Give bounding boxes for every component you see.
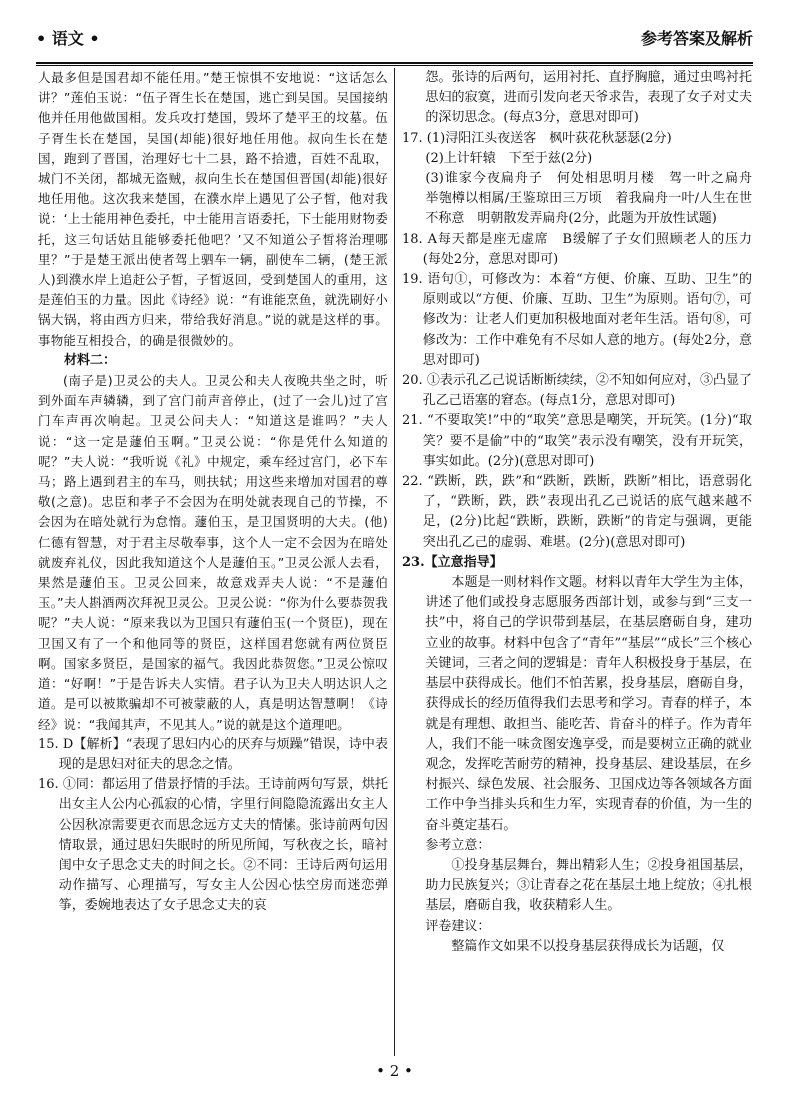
answer-17-3: (3)谁家今夜扁舟子 何处相思明月楼 驾一叶之扁舟 举匏樽以相属/王鉴琼田三万顷 着我扁舟一叶/人生在世不称意 明朝散发弄扁舟(2分，此题为开放性试题): [425, 171, 766, 227]
answer-23-guidance: 本题是一则材料作文题。材料以青年大学生为主体，讲述了他们或投身志愿服务西部计划，或参与到“三支一扶”中，将自己的学识带到基层，在基层磨砺自身，建功立业的故事。材料中包含了“青年”“基层”“成长”三个核心关键词，三者之间的逻辑是：青年人积极投身于基层，在基层中获得成长。他们不怕苦累，投身基层，磨砺自身，获得成长的经历值得我们去思考和学习。青春的样子，本就是有理想、敢担当、能吃苦、肯奋斗的样子。作为青年人，我们不能一味贪图安逸享受，而是要树立正确的就业观念，发挥吃苦耐劳的精神，投身基层、建设基层，在乡村振兴、绿色发展、社会服务、卫国戍边等各领域各方面工作中争当排头兵和生力军，实现青春的价值，为一生的奋斗奠定基石。: [425, 575, 752, 833]
answer-18: 18. A每天都是座无虚席 B缓解了子女们照顾老人的压力 (每处2分，意思对即可): [402, 231, 766, 267]
material-2-heading: 材料二：: [64, 352, 117, 368]
answer-16-continued: 怨。张诗的后两句，运用衬托、直抒胸臆，通过虫鸣衬托思妇的寂寞，进而引发向老天爷求告，表现了女子对丈夫的深切思念。(每点3分，意思对即可): [425, 70, 752, 126]
column-divider: [394, 68, 395, 1056]
section-title: 参考答案及解析: [640, 29, 753, 48]
answer-22: 22. “跌断，跌，跌”和“跌断，跌断，跌断”相比，语意弱化了，“跌断，跌，跌”表现出孔乙己说话的底气越来越不足，(2分)比起“跌断，跌断，跌断”的肯定与强调，更能突出孔乙己的虚弱、难堪。(2分)(意思对即可): [402, 474, 752, 550]
page-number: • 2 •: [376, 1062, 413, 1080]
answer-17-2: (2)上计轩辕 下至于兹(2分): [425, 150, 593, 166]
reference-themes: ①投身基层舞台，舞出精彩人生；②投身祖国基层，助力民族复兴；③让青春之花在基层土地上绽放；④扎根基层，磨砺自我，收获精彩人生。: [425, 857, 752, 914]
answer-21: 21. “不要取笑!”中的“取笑”意思是嘲笑，开玩笑。(1分)“取笑？要不是偷”中的“取笑”表示没有嘲笑，没有开玩笑，事实如此。(2分)(意思对即可): [402, 413, 752, 469]
translation-material-2: (南子是)卫灵公的夫人。卫灵公和夫人夜晚共坐之时，听到外面车声辚辚，到了宫门前声音停止，(过了一会儿)过了宫门车声再次响起。卫灵公问夫人：“知道这是谁吗？”夫人说：“这一定是蘧伯玉啊。”卫灵公说：“你是凭什么知道的呢？”夫人说：“我听说《礼》中规定，乘车经过宫门，必下车马；路上遇到君主的车马，则扶轼；用这些来增加对国君的尊敬(之意)。忠臣和孝子不会因为在明处就表现自己的节操，不会因为在暗处就行为怠惰。蘧伯玉，是卫国贤明的大夫。(他)仁德有智慧，对于君主尽敬奉事，这个人一定不会因为在暗处就废弃礼仪，因此我知道这个人是蘧伯玉。”卫灵公派人去看，果然是蘧伯玉。卫灵公回来，故意戏弄夫人说：“不是蘧伯玉。”夫人斟酒两次拜祝卫灵公。卫灵公说：“你为什么要恭贺我呢？”夫人说：“原来我以为卫国只有蘧伯玉(一个贤臣)，现在卫国又有了一个和他同等的贤臣，这样国君您就有两位贤臣啊。国家多贤臣，是国家的福气。我因此恭贺您。”卫灵公惊叹道：“好啊！”于是告诉夫人实情。君子认为卫夫人明达识人之道。是可以被欺骗却不可被蒙蔽的人，真是明达智慧啊！《诗经》说：“我闻其声，不见其人。”说的就是这个道理吧。: [38, 373, 389, 732]
grading-suggestions: 整篇作文如果不以投身基层获得成长为话题，仅: [451, 938, 725, 954]
answer-20: 20. ①表示孔乙己说话断断续续，②不知如何应对，③凸显了孔乙己语塞的窘态。(每点1分，意思对即可): [402, 373, 752, 409]
page-header: [36, 10, 753, 50]
answer-15: 15. D【解析】“表现了思妇内心的厌弃与烦躁”错误，诗中表现的是思妇对征夫的思念之情。: [38, 736, 388, 772]
grading-suggestions-heading: 评卷建议：: [425, 918, 491, 934]
subject-label: • 语文 •: [36, 29, 100, 48]
left-column: [38, 68, 388, 917]
answer-23-heading: 23.【立意指导】: [402, 554, 503, 570]
answer-19: 19. 语句①，可修改为：本着“方便、价廉、互助、卫生”的原则或以“方便、价廉、互助、卫生”为原则。语句⑦，可修改为：让老人们更加积极地面对老年生活。语句⑧，可修改为：工作中难免有不尽如人意的地方。(每处2分，意思对即可): [402, 272, 752, 368]
header-rule-thick: [36, 62, 753, 64]
header-rule-thin: [36, 65, 753, 66]
right-column: [402, 68, 766, 957]
answer-17-1: 17. (1)浔阳江头夜送客 枫叶荻花秋瑟瑟(2分): [402, 130, 672, 146]
answer-16: 16. ①同：都运用了借景抒情的手法。王诗前两句写景，烘托出女主人公内心孤寂的心情，字里行间隐隐流露出女主人公因秋凉需要更衣而思念远方丈夫的情愫。张诗前两句因情取景，通过思妇失眠时的所见所闻，写秋夜之长，暗衬闺中女子思念丈夫的时间之长。②不同：王诗后两句运用动作描写、心理描写，写女主人公因心怯空房而迷恋弹筝，委婉地表达了女子思念丈夫的哀: [38, 777, 388, 914]
reference-themes-heading: 参考立意：: [425, 837, 491, 853]
translation-material-1: 人最多但是国君却不能任用。”楚王惊惧不安地说：“这话怎么讲？”莲伯玉说：“伍子胥生长在楚国，逃亡到吴国。吴国接纳他并任用他做国相。发兵攻打楚国，毁坏了楚平王的坟墓。伍子胥生长在楚国，吴国(却能)很好地任用他。叔向生长在楚国，跑到了晋国，治理好七十二县，路不拾遗，百姓不乱取，城门不关闭，都城无盗贼，叔向生长在楚国但晋国(却能)很好地任用他。这次我来楚国，在濮水岸上遇见了公子皙，他对我说：‘上士能用神色委托，中士能用言语委托，下士能用财物委托，这三句话姑且能够委托他吧？’又不知道公子皙将治理哪里？”于是楚王派出使者驾上驷车一辆，副使车二辆，(楚王派人)到濮水岸上追赶公子皙，子皙返回，受到楚国人的重用，这是莲伯玉的力量。因此《诗经》说：“有谁能烹鱼，就洗刷好小锅大锅，将由西方归来，带给我好消息。”说的就是这样的事。事物能互相投合，的确是很微妙的。: [38, 70, 388, 348]
